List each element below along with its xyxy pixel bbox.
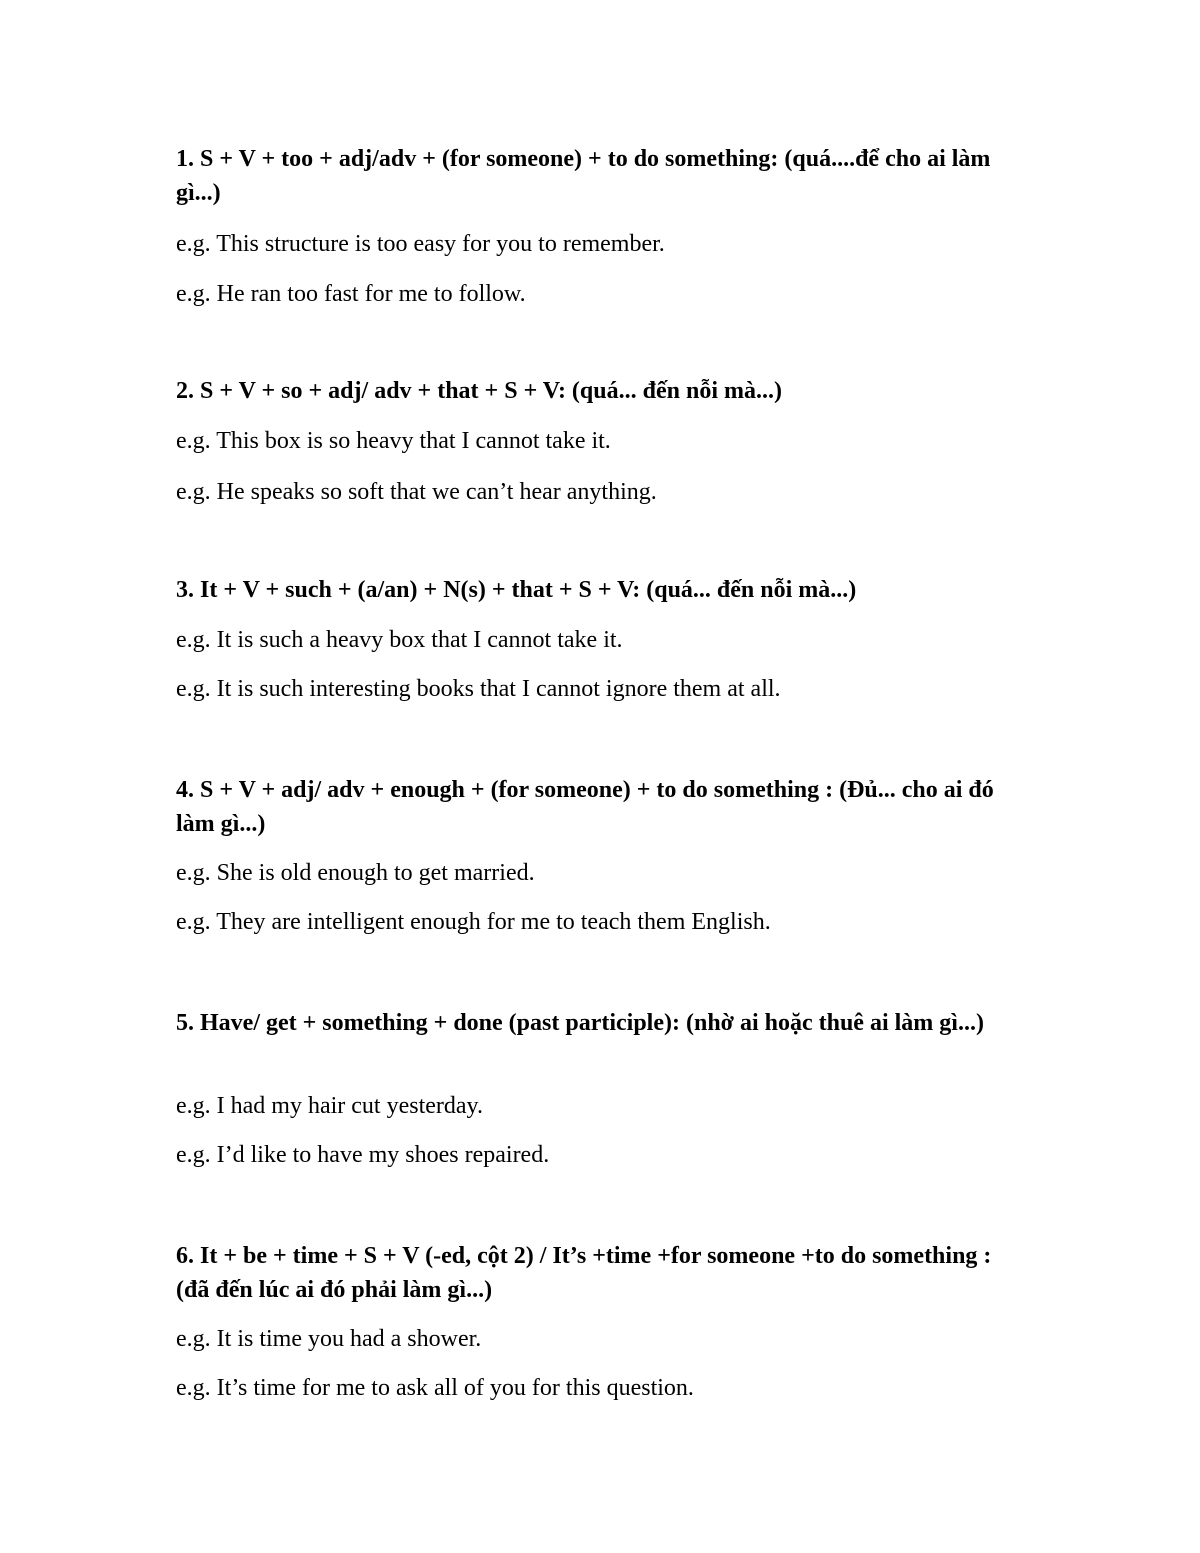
- example-line: e.g. He speaks so soft that we can’t hear anything.: [176, 479, 657, 505]
- section-2: [176, 374, 1012, 505]
- example-line: e.g. I’d like to have my shoes repaired.: [176, 1142, 550, 1168]
- example-line: e.g. It’s time for me to ask all of you for this question.: [176, 1375, 694, 1401]
- section-heading: 5. Have/ get + something + done (past participle): (nhờ ai hoặc thuê ai làm gì...): [176, 1010, 984, 1036]
- example-line: e.g. They are intelligent enough for me to teach them English.: [176, 909, 771, 935]
- section-5: [176, 1006, 1012, 1168]
- section-heading: 2. S + V + so + adj/ adv + that + S + V: (quá... đến nỗi mà...): [176, 378, 782, 404]
- section-heading: 6. It + be + time + S + V (-ed, cột 2) / It’s +time +for someone +to do something : (đã đến lúc ai đó phải làm gì...): [176, 1243, 992, 1303]
- example-line: e.g. I had my hair cut yesterday.: [176, 1093, 483, 1119]
- example-line: e.g. He ran too fast for me to follow.: [176, 281, 526, 307]
- example-line: e.g. It is time you had a shower.: [176, 1326, 482, 1352]
- section-heading: 1. S + V + too + adj/adv + (for someone) + to do something: (quá....để cho ai làm gì...): [176, 146, 991, 206]
- section-3: [176, 573, 1012, 702]
- section-6: [176, 1239, 1012, 1401]
- example-line: e.g. It is such a heavy box that I cannot take it.: [176, 627, 623, 653]
- example-line: e.g. This structure is too easy for you to remember.: [176, 231, 665, 257]
- section-heading: 3. It + V + such + (a/an) + N(s) + that + S + V: (quá... đến nỗi mà...): [176, 577, 857, 603]
- example-line: e.g. She is old enough to get married.: [176, 860, 535, 886]
- section-4: [176, 773, 1012, 935]
- example-line: e.g. This box is so heavy that I cannot take it.: [176, 428, 611, 454]
- section-heading: 4. S + V + adj/ adv + enough + (for someone) + to do something : (Đủ... cho ai đó làm gì...): [176, 777, 994, 837]
- section-1: [176, 142, 1012, 307]
- example-line: e.g. It is such interesting books that I cannot ignore them at all.: [176, 676, 781, 702]
